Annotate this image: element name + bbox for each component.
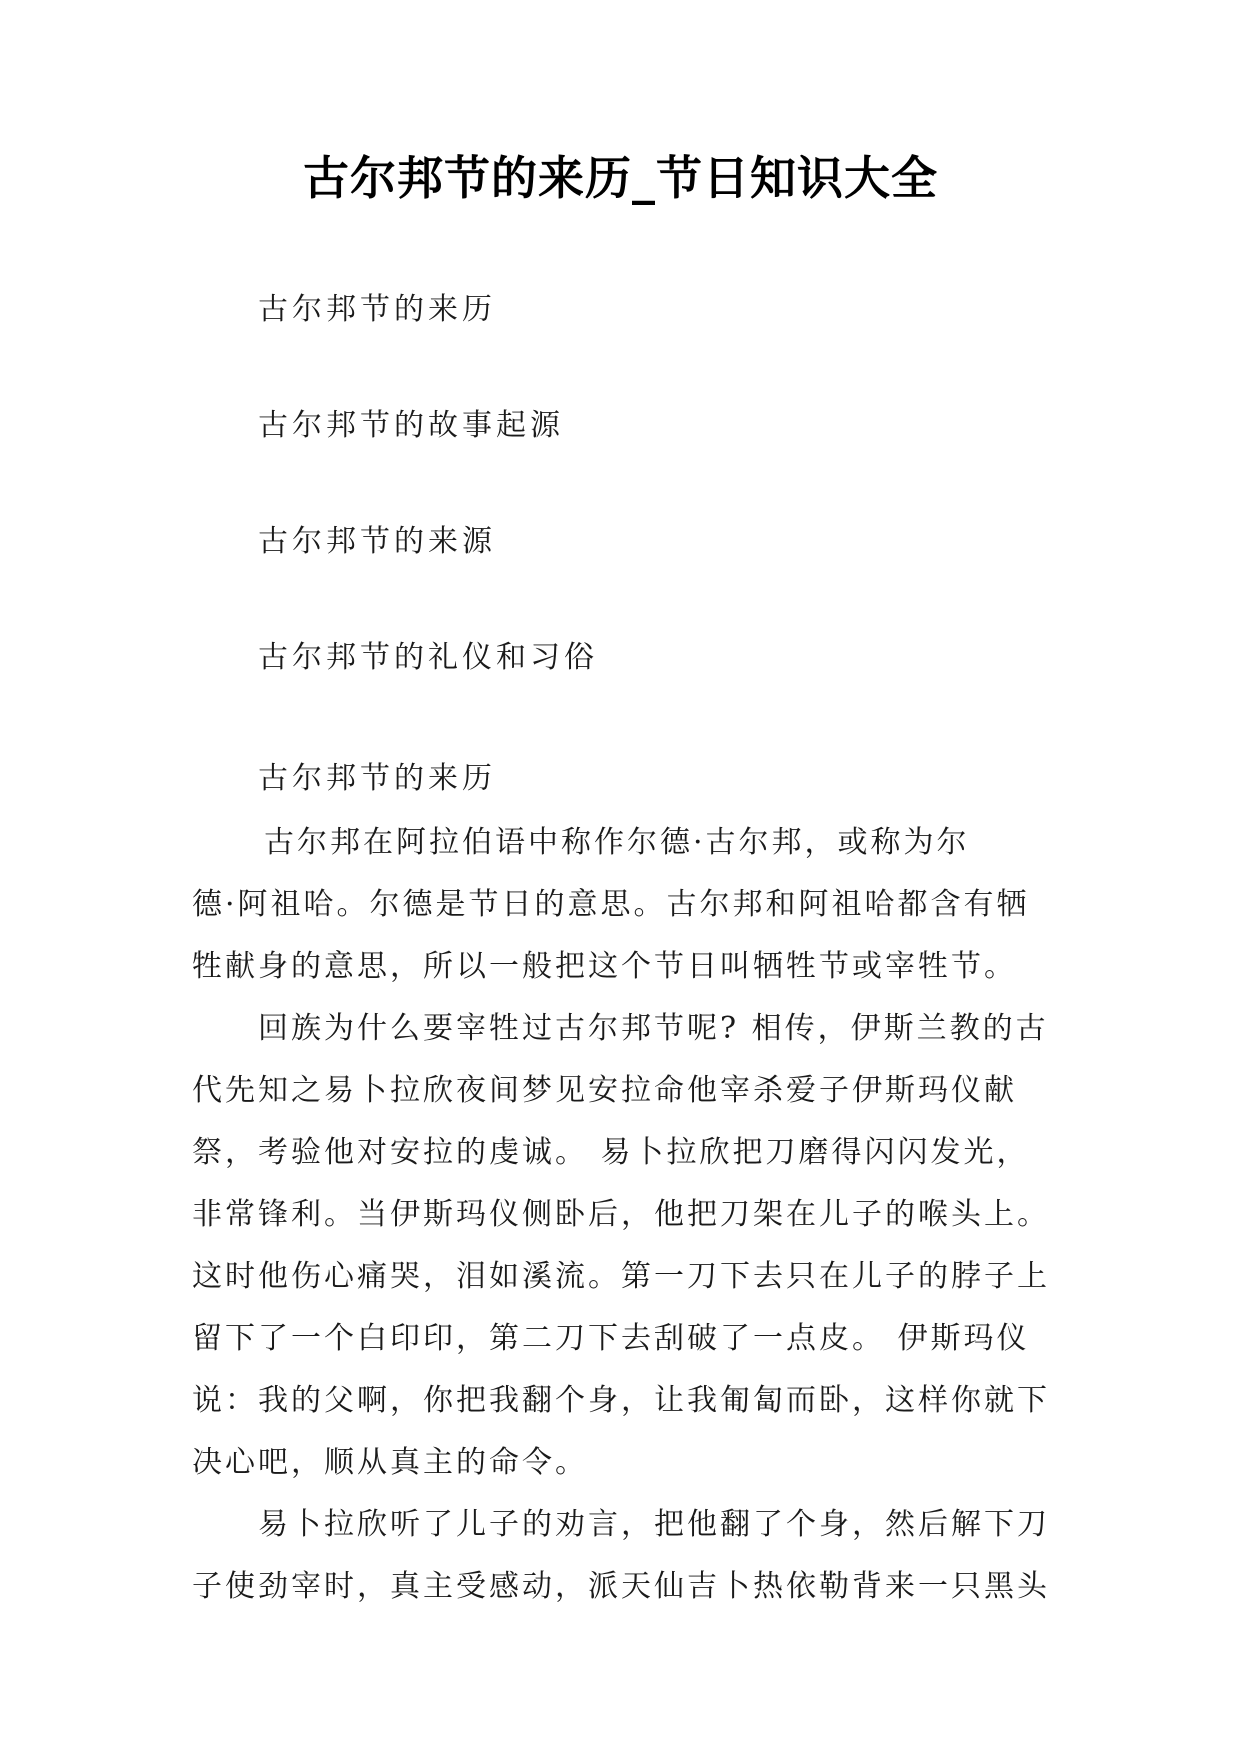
- paragraph-line: 留下了一个白印印，第二刀下去刮破了一点皮。 伊斯玛仪: [192, 1321, 1030, 1356]
- paragraph-line: 子使劲宰时，真主受感动，派天仙吉卜热依勒背来一只黑头: [192, 1569, 1050, 1604]
- paragraph-line: 非常锋利。当伊斯玛仪侧卧后，他把刀架在儿子的喉头上。: [192, 1197, 1050, 1232]
- paragraph-line: 易卜拉欣听了儿子的劝言，把他翻了个身，然后解下刀: [258, 1507, 1050, 1542]
- paragraph-line: 祭，考验他对安拉的虔诚。 易卜拉欣把刀磨得闪闪发光，: [192, 1135, 1030, 1170]
- paragraph: [192, 812, 1062, 998]
- toc-item: 古尔邦节的礼仪和习俗: [258, 640, 598, 675]
- paragraph-line: 代先知之易卜拉欣夜间梦见安拉命他宰杀爱子伊斯玛仪献: [192, 1073, 1017, 1108]
- toc-item: 古尔邦节的故事起源: [258, 408, 564, 443]
- document-body: [192, 812, 1062, 1618]
- table-of-contents: [258, 290, 598, 678]
- section-heading: 古尔邦节的来历: [258, 761, 496, 796]
- paragraph: [192, 998, 1062, 1494]
- paragraph-line: 德·阿祖哈。尔德是节日的意思。古尔邦和阿祖哈都含有牺: [192, 887, 1030, 922]
- document-title: 古尔邦节的来历_节日知识大全: [303, 151, 938, 205]
- paragraph-line: 这时他伤心痛哭，泪如溪流。第一刀下去只在儿子的脖子上: [192, 1259, 1050, 1294]
- paragraph-line: 说：我的父啊，你把我翻个身，让我匍匐而卧，这样你就下: [192, 1383, 1050, 1418]
- paragraph-line: 牲献身的意思，所以一般把这个节日叫牺牲节或宰牲节。: [192, 949, 1017, 984]
- paragraph-line: 决心吧，顺从真主的命令。: [192, 1445, 588, 1480]
- paragraph-line: 回族为什么要宰牲过古尔邦节呢? 相传，伊斯兰教的古: [258, 1011, 1049, 1046]
- toc-item: 古尔邦节的来历: [258, 292, 496, 327]
- paragraph: [192, 1494, 1062, 1618]
- paragraph-line: 古尔邦在阿拉伯语中称作尔德·古尔邦，或称为尔: [264, 825, 970, 860]
- toc-item: 古尔邦节的来源: [258, 524, 496, 559]
